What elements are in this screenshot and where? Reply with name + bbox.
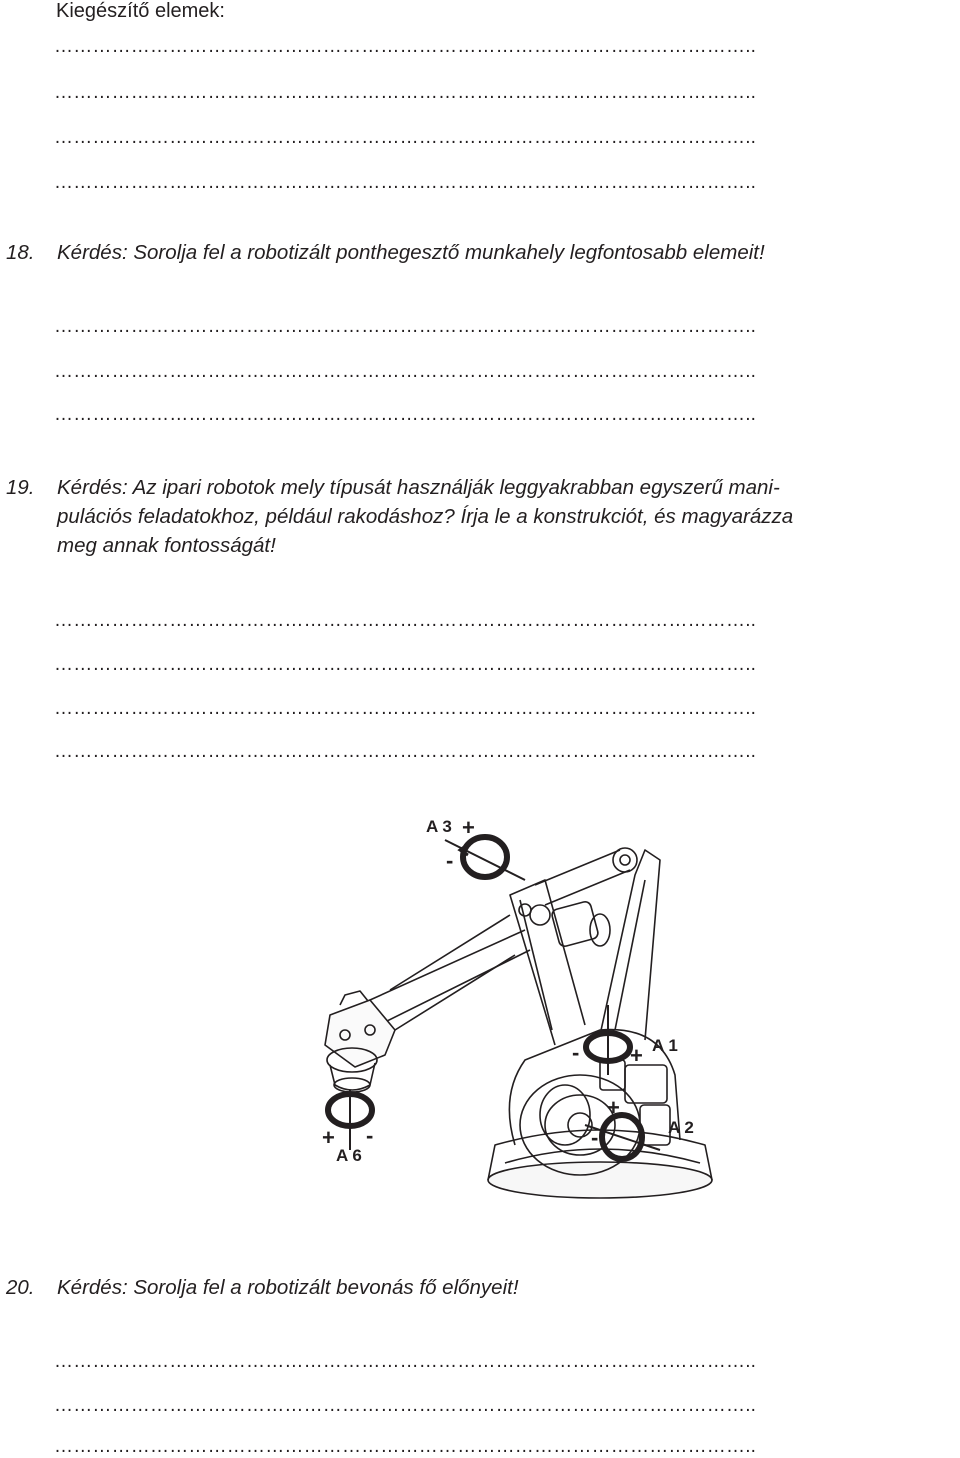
answer-line: ……………………………………………………………………………………………….. bbox=[54, 610, 757, 631]
answer-line: ……………………………………………………………………………………………….. bbox=[54, 127, 757, 148]
axis-label-a3: A 3 bbox=[426, 817, 452, 836]
minus-sign: - bbox=[446, 848, 454, 873]
plus-sign: + bbox=[607, 1095, 620, 1120]
answer-line: ……………………………………………………………………………………………….. bbox=[54, 1351, 757, 1372]
question-text: Kérdés: Sorolja fel a robotizált bevonás fő előnyeit! bbox=[57, 1276, 519, 1299]
question-text bbox=[57, 473, 957, 560]
plus-sign: + bbox=[462, 815, 475, 840]
axis-label-a2: A 2 bbox=[668, 1118, 694, 1137]
question-text-line: Kérdés: Az ipari robotok mely típusát használják leggyakrabban egyszerű mani- bbox=[57, 476, 780, 499]
axis-label-a6: A 6 bbox=[336, 1146, 362, 1165]
question-number: 19. bbox=[6, 476, 35, 499]
palletizing-robot-figure bbox=[300, 805, 720, 1200]
minus-sign: - bbox=[591, 1125, 599, 1150]
answer-line: ……………………………………………………………………………………………….. bbox=[54, 361, 757, 382]
answer-line: ……………………………………………………………………………………………….. bbox=[54, 404, 757, 425]
minus-sign: - bbox=[366, 1123, 374, 1148]
answer-line: ……………………………………………………………………………………………….. bbox=[54, 36, 757, 57]
axis-label-a1: A 1 bbox=[652, 1036, 678, 1055]
answer-line: ……………………………………………………………………………………………….. bbox=[54, 172, 757, 193]
a3-rotation-icon bbox=[445, 837, 525, 880]
answer-line: ……………………………………………………………………………………………….. bbox=[54, 1436, 757, 1457]
minus-sign: - bbox=[572, 1040, 580, 1065]
answer-line: ……………………………………………………………………………………………….. bbox=[54, 82, 757, 103]
section-intro-label: Kiegészítő elemek: bbox=[56, 0, 225, 22]
answer-line: ……………………………………………………………………………………………….. bbox=[54, 698, 757, 719]
answer-line: ……………………………………………………………………………………………….. bbox=[54, 741, 757, 762]
question-number: 18. bbox=[6, 241, 35, 264]
plus-sign: + bbox=[630, 1043, 643, 1068]
answer-line: ……………………………………………………………………………………………….. bbox=[54, 1395, 757, 1416]
answer-line: ……………………………………………………………………………………………….. bbox=[54, 654, 757, 675]
question-text-line: meg annak fontosságát! bbox=[57, 534, 276, 557]
plus-sign: + bbox=[322, 1125, 335, 1150]
question-text: Kérdés: Sorolja fel a robotizált ponthegesztő munkahely legfontosabb elemeit! bbox=[57, 241, 765, 264]
robot-drawing bbox=[325, 848, 712, 1198]
question-text-line: pulációs feladatokhoz, például rakodáshoz? Írja le a konstrukciót, és magyarázza bbox=[57, 505, 794, 528]
question-number: 20. bbox=[6, 1276, 35, 1299]
a1-rotation-icon bbox=[586, 1005, 630, 1075]
answer-line: ……………………………………………………………………………………………….. bbox=[54, 316, 757, 337]
